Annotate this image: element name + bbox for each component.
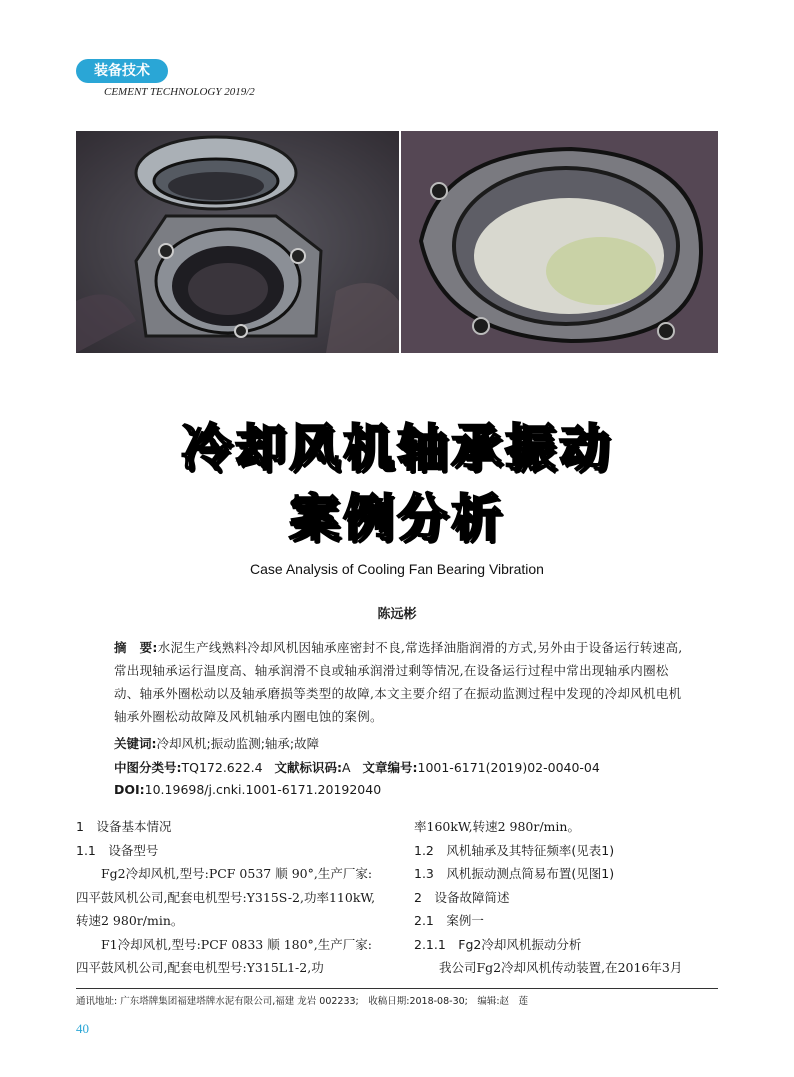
page-number: 40 [76,1021,89,1036]
doi-label: DOI: [114,782,145,797]
article-no-label: 文章编号: [362,760,418,775]
subsection-heading: 1.2 风机轴承及其特征频率(见表1) [414,842,615,858]
doi-value[interactable]: 10.19698/j.cnki.1001-6171.20192040 [144,782,382,797]
subsection-heading: 1.3 风机振动测点简易布置(见图1) [414,866,615,881]
doc-code-value: A [342,760,351,775]
paragraph: 我公司Fg2冷却风机传动装置,在2016年3月 [439,960,683,975]
figure-right-photo [401,131,718,353]
doc-code-label: 文献标识码: [274,760,343,775]
left-column [76,815,382,980]
clc-label: 中图分类号: [114,760,182,775]
bearing-seat-image [401,131,718,353]
title-line-1: 冷却风机轴承振动 [181,419,613,477]
paragraph-continuation: 率160kW,转速2 980r/min。 [414,819,580,834]
paragraph: Fg2冷却风机,型号:PCF 0537 顺 90°,生产厂家:四平鼓风机公司,配套电机型号:Y315S-2,功率110kW,转速2 980r/min。 [76,866,376,928]
title-line-2: 案例分析 [289,489,505,547]
subsection-heading: 2.1 案例一 [414,913,484,928]
doi-line [114,782,381,797]
author-name: 陈远彬 [377,607,417,622]
section-tag: 装备技术 [76,59,168,83]
footer-divider [76,988,718,989]
abstract [114,636,684,728]
section-heading: 1 设备基本情况 [76,819,172,834]
english-title: Case Analysis of Cooling Fan Bearing Vibration [250,561,544,577]
subsection-heading: 1.1 设备型号 [76,842,159,858]
abstract-text: 水泥生产线熟料冷却风机因轴承座密封不良,常选择油脂润滑的方式,另外由于设备运行转速高,常出现轴承运行温度高、轴承润滑不良或轴承润滑过剩等情况,在设备运行过程中常出现轴承内圈松动、轴承外圈松动以及轴承磨损等类型的故障,本文主要介绍了在振动监测过程中发现的冷却风机电机轴承外圈松动故障及风机轴承内圈电蚀的案例。 [114,640,683,724]
keywords-text: 冷却风机;振动监测;轴承;故障 [156,736,320,751]
subsubsection-heading: 2.1.1 Fg2冷却风机振动分析 [414,936,582,952]
right-column [414,815,720,980]
article-no-value: 1001-6171(2019)02-0040-04 [417,760,600,775]
keywords [114,734,319,752]
classification-line [114,758,600,776]
journal-name: CEMENT TECHNOLOGY 2019/2 [104,86,255,98]
figure-left-photo [76,131,399,353]
abstract-label: 摘 要: [114,640,158,655]
clc-value: TQ172.622.4 [181,760,263,775]
keywords-label: 关键词: [114,736,157,751]
paragraph: F1冷却风机,型号:PCF 0833 顺 180°,生产厂家:四平鼓风机公司,配套电机型号:Y315L1-2,功 [76,936,372,975]
footer-info: 通讯地址: 广东塔牌集团福建塔牌水泥有限公司,福建 龙岩 002233; 收稿日期:2018-08-30; 编辑:赵 莲 [76,996,529,1007]
section-heading: 2 设备故障简述 [414,889,510,905]
bearing-housing-image [76,131,399,353]
